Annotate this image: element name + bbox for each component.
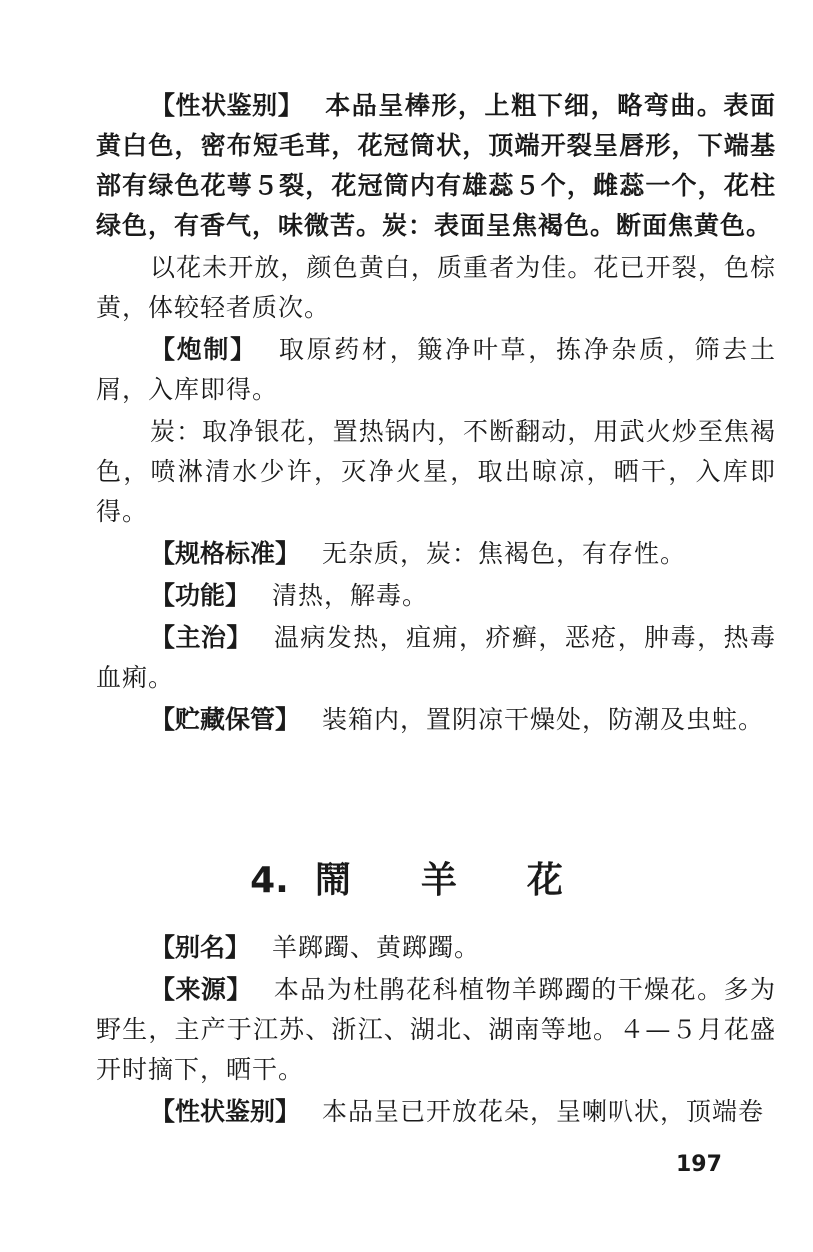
storage-label: 【贮藏保管】 xyxy=(150,705,301,734)
processing-label: 【炮制】 xyxy=(150,335,257,364)
page-number: 197 xyxy=(676,1152,722,1177)
indications-paragraph xyxy=(96,618,776,698)
source-text: 本品为杜鹃花科植物羊踯躅的干燥花。多为野生，主产于江苏、浙江、湖北、湖南等地。４—５月花盛开时摘下，晒干。 xyxy=(96,975,776,1084)
monograph-nao-yang-hua xyxy=(96,928,776,1132)
section-number: 4. xyxy=(250,860,289,901)
quality-grading-text: 以花未开放，颜色黄白，质重者为佳。花已开裂，色棕黄，体较轻者质次。 xyxy=(96,253,776,322)
specification-text: 无杂质，炭：焦褐色，有存性。 xyxy=(322,539,687,568)
character-identification-text: 本品呈棒形，上粗下细，略弯曲。表面黄白色，密布短毛茸，花冠筒状，顶端开裂呈唇形，下端基部有绿色花萼５裂，花冠筒内有雄蕊５个，雌蕊一个，花柱绿色，有香气，味微苦。炭：表面呈焦褐色。断面焦黄色。 xyxy=(96,91,776,240)
character-identification-label: 【性状鉴别】 xyxy=(150,91,304,120)
function-label: 【功能】 xyxy=(150,581,251,610)
charcoal-processing-text: 炭：取净银花，置热锅内，不断翻动，用武火炒至焦褐色，喷淋清水少许，灭净火星，取出晾凉，晒干，入库即得。 xyxy=(96,417,776,526)
section-title-char: 羊 xyxy=(420,860,457,901)
character-identification-paragraph xyxy=(96,86,776,246)
character-identification-text: 本品呈已开放花朵，呈喇叭状，顶端卷 xyxy=(322,1097,765,1126)
charcoal-processing-paragraph xyxy=(96,412,776,532)
section-title-char: 鬧 xyxy=(314,860,351,901)
storage-paragraph xyxy=(96,700,776,740)
source-label: 【来源】 xyxy=(150,975,252,1004)
indications-label: 【主治】 xyxy=(150,623,252,652)
section-heading xyxy=(0,852,813,903)
monograph-continuation xyxy=(96,86,776,740)
specification-paragraph xyxy=(96,534,776,574)
character-identification-paragraph xyxy=(96,1092,776,1132)
alias-text: 羊踯躅、黄踯躅。 xyxy=(272,933,481,962)
character-identification-label: 【性状鉴别】 xyxy=(150,1097,301,1126)
source-paragraph xyxy=(96,970,776,1090)
processing-text: 取原药材，簸净叶草，拣净杂质，筛去土屑，入库即得。 xyxy=(96,335,776,404)
storage-text: 装箱内，置阴凉干燥处，防潮及虫蛀。 xyxy=(322,705,765,734)
specification-label: 【规格标准】 xyxy=(150,539,301,568)
function-text: 清热，解毒。 xyxy=(272,581,429,610)
function-paragraph xyxy=(96,576,776,616)
quality-grading-paragraph xyxy=(96,248,776,328)
indications-text: 温病发热，疽痈，疥癣，恶疮，肿毒，热毒血痢。 xyxy=(96,623,776,692)
alias-paragraph xyxy=(96,928,776,968)
section-title-char: 花 xyxy=(526,860,563,901)
alias-label: 【别名】 xyxy=(150,933,251,962)
processing-paragraph xyxy=(96,330,776,410)
